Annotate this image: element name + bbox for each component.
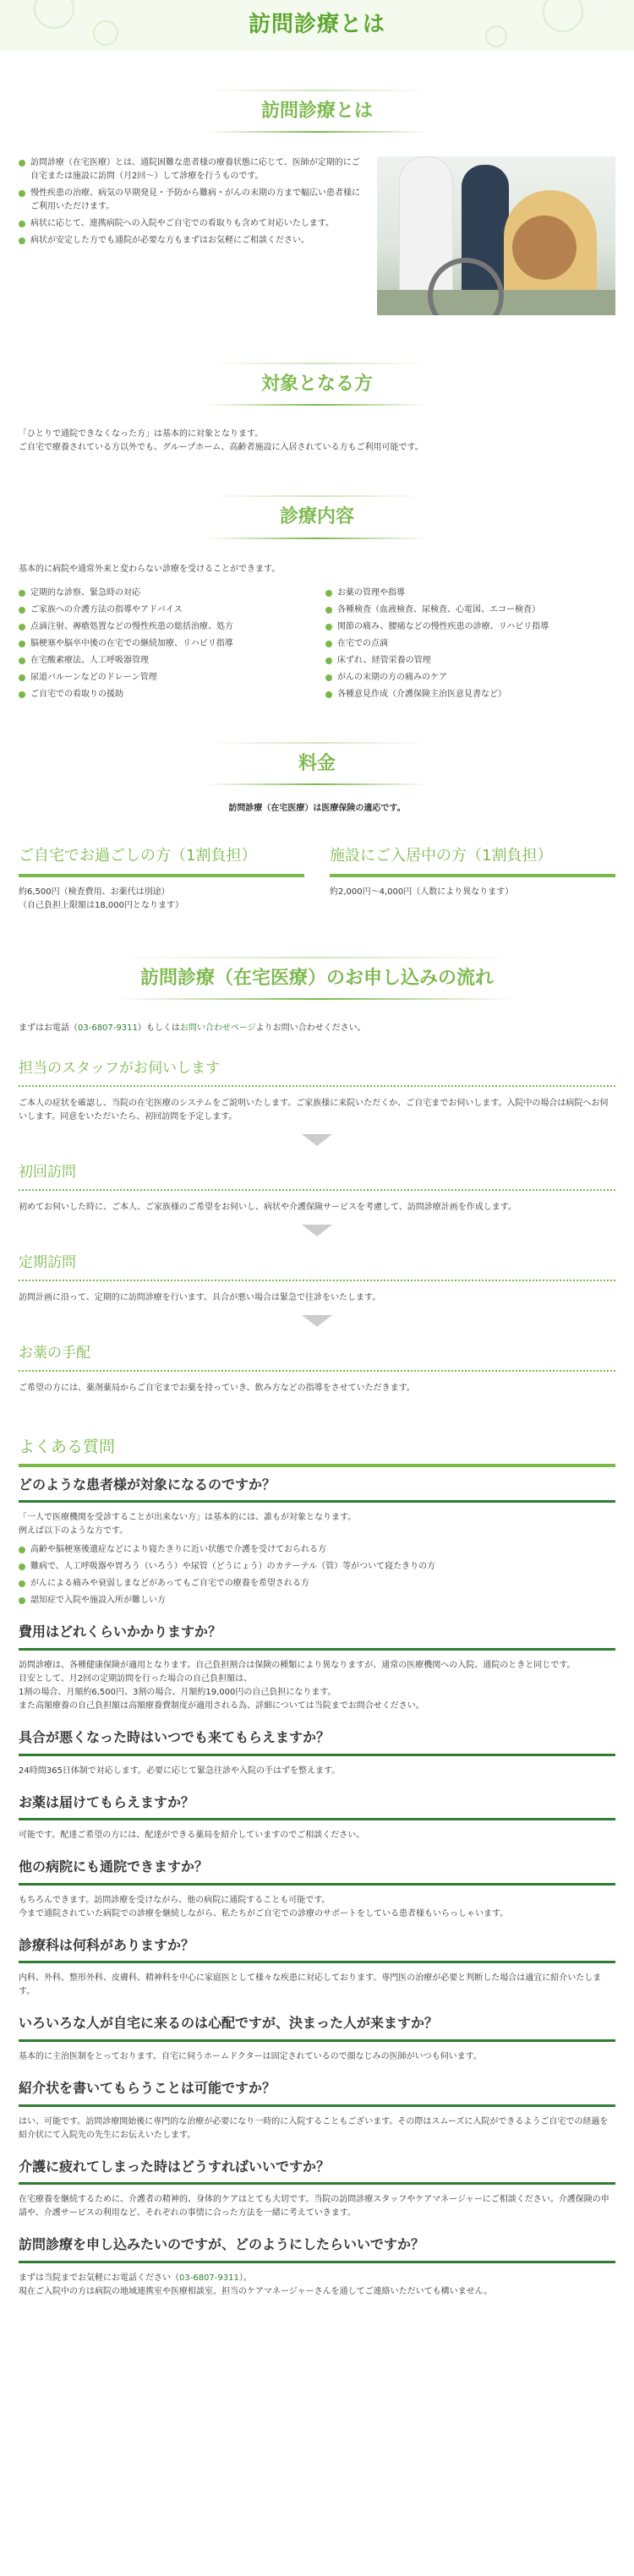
fee-home-heading: ご自宅でお過ごしの方（1割負担） xyxy=(19,844,304,877)
list-item: 認知症で入院や施設入所が難しい方 xyxy=(19,1594,615,1607)
flow-step-heading: お薬の手配 xyxy=(19,1342,615,1372)
faq-question: 費用はどれくらいかかりますか？ xyxy=(19,1621,615,1651)
faq-answer: 可能です。配達ご希望の方には、配達ができる薬局を紹介していますのでご相談ください。 xyxy=(19,1831,365,1841)
faq-question: どのような患者様が対象になるのですか？ xyxy=(19,1474,615,1504)
list-item: 関節の痛み、腰痛などの慢性疾患の診療、リハビリ指導 xyxy=(325,620,615,634)
faq-question: 紹介状を書いてもらうことは可能ですか？ xyxy=(19,2077,615,2107)
about-title: 訪問診療とは xyxy=(207,96,427,133)
flow-lead-text: まずはお電話（ xyxy=(19,1023,78,1033)
target-section xyxy=(0,369,634,455)
faq-question: いろいろな人が自宅に来るのは心配ですが、決まった人が来ますか？ xyxy=(19,2012,615,2042)
faq-answer: 訪問診療は、各種健康保険が適用となります。自己負担割合は保険の種類により異なりますが、通常の医療機関への入院、通院のときと同じです。 xyxy=(19,1661,576,1671)
flow-step-text: 訪問計画に沿って、定期的に訪問診療を行います。具合が悪い場合は緊急で往診をいたします。 xyxy=(19,1293,381,1303)
contact-page-link[interactable]: お問い合わせページ xyxy=(179,1023,256,1033)
arrow-down-icon xyxy=(302,1315,332,1327)
flow-step-text: ご本人の症状を確認し、当院の在宅医療のシステムをご説明いたします。ご家族様に来院いただくか、ご自宅までお伺いします。入院中の場合は病院へお伺いします。同意をいただいたら、初回訪問を予定します。 xyxy=(19,1098,609,1122)
list-item: 定期的な診察、緊急時の対応 xyxy=(19,587,309,600)
leaf-decoration xyxy=(93,20,118,46)
phone-link[interactable]: 03-6807-9311 xyxy=(179,2273,239,2283)
fee-home-cap: （自己負担上限額は18,000円となります） xyxy=(19,900,183,910)
page-title: 訪問診療とは xyxy=(248,12,385,38)
list-item: 各種意見作成（介護保険主治医意見書など） xyxy=(325,688,615,701)
list-item: ご家族への介護方法の指導やアドバイス xyxy=(19,603,309,617)
faq-answer: また高額療養の自己負担額は高額療養費制度が適用される為、詳細については当院までお問合せください。 xyxy=(19,1701,424,1711)
faq-answer: はい、可能です。訪問診療開始後に専門的な治療が必要になり一時的に入院することもございます。その際はスムーズに入院ができるようご自宅での経過を紹介状にて入院先の先生にお伝えいたします。 xyxy=(19,2116,609,2140)
faq-question: 診療科は何科がありますか？ xyxy=(19,1935,615,1964)
list-item: 尿道バルーンなどのドレーン管理 xyxy=(19,671,309,685)
list-item: 脳梗塞や脳卒中後の在宅での継続加療、リハビリ指導 xyxy=(19,637,309,651)
faq-answer: もちろんできます。訪問診療を受けながら、他の病院に通院することも可能です。 xyxy=(19,1895,331,1905)
about-section xyxy=(0,96,634,315)
faq-question: お薬は届けてもらえますか？ xyxy=(19,1792,615,1821)
list-item: 慢性疾患の治療、病気の早期発見・予防から難病・がんの末期の方まで幅広い患者様にご利用いただけます。 xyxy=(19,187,360,214)
list-item: 病状に応じて、連携病院への入院やご自宅での看取りも含めて対応いたします。 xyxy=(19,217,360,231)
target-text: ご自宅で療養されている方以外でも、グループホーム、高齢者施設に入居されている方もご利用可能です。 xyxy=(19,443,424,453)
fees-title: 料金 xyxy=(207,749,427,785)
visit-photo xyxy=(377,156,615,315)
flow-step-heading: 担当のスタッフがお伺いします xyxy=(19,1057,615,1087)
faq-list xyxy=(19,1543,615,1607)
leaf-decoration xyxy=(485,25,507,47)
faq-question: 介護に疲れてしまった時はどうすればいいですか？ xyxy=(19,2156,615,2186)
leaf-decoration xyxy=(543,0,583,32)
list-item: 難病で、人工呼吸器や胃ろう（いろう）や尿管（どうにょう）のカテーテル（管）等がついて寝たきりの方 xyxy=(19,1560,615,1574)
flow-step-heading: 定期訪問 xyxy=(19,1252,615,1281)
flow-step-heading: 初回訪問 xyxy=(19,1161,615,1191)
phone-link[interactable]: 03-6807-9311 xyxy=(78,1023,138,1033)
faq-answer: 基本的に主治医制をとっております。自宅に伺うホームドクターは固定されているので顔なじみの医師がいつも伺います。 xyxy=(19,2052,482,2062)
fee-home-price: 約6,500円（検査費用、お薬代は別途） xyxy=(19,887,170,897)
fee-facility xyxy=(330,844,615,913)
services-list-left xyxy=(19,587,309,705)
fee-facility-price: 約2,000円～4,000円（人数により異なります） xyxy=(330,887,514,897)
arrow-down-icon xyxy=(302,1134,332,1146)
list-item: 高齢や脳梗塞後遺症などにより寝たきりに近い状態で介護を受けておられる方 xyxy=(19,1543,615,1557)
services-title: 診療内容 xyxy=(207,502,427,538)
flow-lead-text: よりお問い合わせください。 xyxy=(255,1023,366,1033)
faq-question: 他の病院にも通院できますか？ xyxy=(19,1856,615,1886)
leaf-decoration xyxy=(34,0,74,29)
list-item: 床ずれ、経管栄養の管理 xyxy=(325,654,615,668)
flow-step xyxy=(19,1252,615,1327)
flow-step xyxy=(19,1342,615,1395)
faq-answer: 内科、外科、整形外科、皮膚科、精神科を中心に家庭医として様々な疾患に対応しております。専門医の治療が必要と判断した場合は適宜に紹介いたします。 xyxy=(19,1973,602,1997)
flow-step-text: 初めてお伺いした時に、ご本人、ご家族様のご希望をお伺いし、病状や介護保険サービスを考慮して、訪問診療計画を作成します。 xyxy=(19,1203,516,1213)
list-item: 訪問診療（在宅医療）とは、通院困難な患者様の療養状態に応じて、医師が定期的にご自宅または施設に訪問（月2回～）して診療を行うものです。 xyxy=(19,156,360,183)
faq-question: 具合が悪くなった時はいつでも来てもらえますか？ xyxy=(19,1727,615,1756)
faq-answer: 24時間365日体制で対応します。必要に応じて緊急往診や入院の手はずを整えます。 xyxy=(19,1766,341,1776)
faq-answer-text: まずは当院までお気軽にお電話ください（ xyxy=(19,2273,179,2283)
faq-answer: 例えば以下のような方です。 xyxy=(19,1526,128,1536)
target-title: 対象となる方 xyxy=(207,369,427,406)
list-item: お薬の管理や指導 xyxy=(325,587,615,600)
list-item: 在宅での点滴 xyxy=(325,637,615,651)
services-list-right xyxy=(325,587,615,705)
faq-answer: 在宅療養を継続するために、介護者の精神的、身体的ケアはとても大切です。当院の訪問診療スタッフやケアマネージャーにご相談ください。介護保険の申請や、介護サービスの利用など、それぞれの事情に合った方法を一緒に考えていきます。 xyxy=(19,2195,609,2219)
faq-answer xyxy=(19,2272,615,2285)
fee-facility-heading: 施設にご入居中の方（1割負担） xyxy=(330,844,615,877)
list-item: 点滴注射、褥瘡処置などの慢性疾患の総括治療、処方 xyxy=(19,620,309,634)
faq-question: 訪問診療を申し込みたいのですが、どのようにしたらいいですか？ xyxy=(19,2234,615,2263)
flow-title: 訪問診療（在宅医療）のお申し込みの流れ xyxy=(118,963,516,1000)
faq-answer: 今まで通院されていた病院での診療を継続しながら、私たちがご自宅での診療のサポートをしている患者様もいらっしゃいます。 xyxy=(19,1908,509,1918)
flow-step-text: ご希望の方には、薬剤薬局からご自宅までお薬を持っていき、飲み方などの指導をさせていただきます。 xyxy=(19,1384,415,1394)
target-text: 「ひとりで通院できなくなった方」は基本的に対象となります。 xyxy=(19,429,264,439)
fees-note: 訪問診療（在宅医療）は医療保険の適応です。 xyxy=(228,803,406,813)
page-banner xyxy=(0,0,634,51)
list-item: がんの末期の方の痛みのケア xyxy=(325,671,615,685)
list-item: 各種検査（血液検査、尿検査、心電図、エコー検査） xyxy=(325,603,615,617)
faq-answer: 1割の場合、月額約6,500円、3割の場合、月額約19,000円の自己負担になります。 xyxy=(19,1688,336,1698)
faq-answer: 「一人で医療機関を受診することが出来ない方」は基本的には、誰もが対象となります。 xyxy=(19,1513,357,1523)
arrow-down-icon xyxy=(302,1225,332,1236)
list-item: ご自宅での看取りの援助 xyxy=(19,688,309,701)
about-list xyxy=(19,156,360,248)
flow-lead-text: ）もしくは xyxy=(137,1023,180,1033)
fees-section xyxy=(0,749,634,913)
services-section xyxy=(0,502,634,704)
list-item: 在宅酸素療法、人工呼吸器管理 xyxy=(19,654,309,668)
faq-title: よくある質問 xyxy=(19,1434,615,1466)
faq-answer: 目安として、月2回の定期訪問を行った場合の自己負担額は、 xyxy=(19,1674,253,1684)
flow-section xyxy=(0,963,634,1396)
fee-home xyxy=(19,844,304,913)
flow-lead xyxy=(19,1022,615,1035)
flow-step xyxy=(19,1161,615,1236)
faq-answer-text: ）。 xyxy=(238,2273,252,2283)
faq-section xyxy=(0,1434,634,2298)
list-item: がんによる痛みや衰弱しまなどがあってもご自宅での療養を希望される方 xyxy=(19,1577,615,1591)
flow-step xyxy=(19,1057,615,1146)
list-item: 病状が安定した方でも通院が必要な方もまずはお気軽にご相談ください。 xyxy=(19,234,360,248)
services-lead: 基本的に病院や通常外来と変わらない診療を受けることができます。 xyxy=(19,564,281,574)
faq-answer: 現在ご入院中の方は病院の地域連携室や医療相談室、担当のケアマネージャーさんを通してご連絡いただいても構いません。 xyxy=(19,2286,493,2296)
